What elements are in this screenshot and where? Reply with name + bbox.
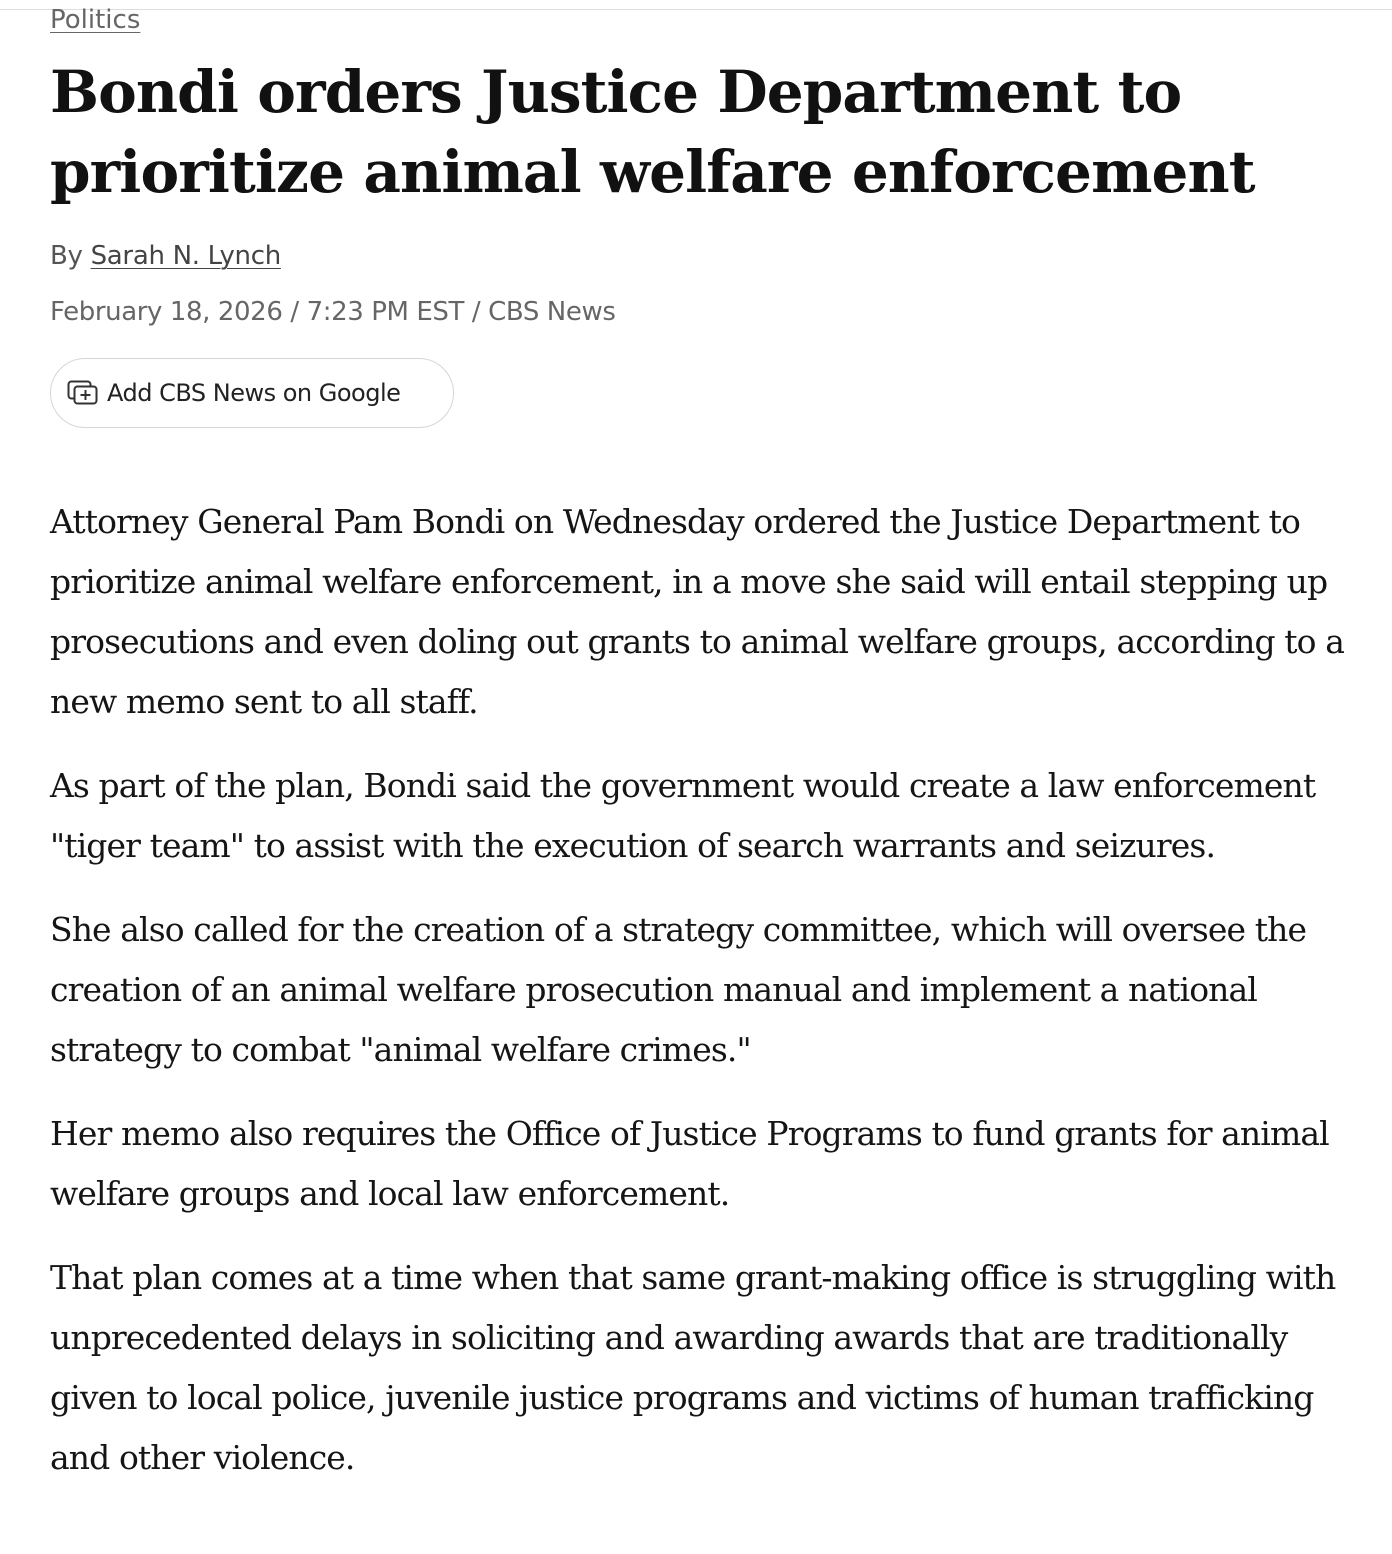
add-on-google-label: Add CBS News on Google	[107, 379, 401, 407]
body-paragraph: Her memo also requires the Office of Justice Programs to fund grants for animal welfare groups and local law enforcement.	[50, 1114, 1329, 1213]
top-divider	[0, 9, 1392, 10]
body-paragraph: That plan comes at a time when that same grant-making office is struggling with unprecedented delays in soliciting and awarding awards that are traditionally given to local police, juvenile justice programs and victims of human trafficking and other violence.	[50, 1258, 1336, 1477]
publish-time: 7:23 PM EST	[306, 297, 465, 327]
meta-separator: /	[464, 297, 489, 327]
body-paragraph: She also called for the creation of a strategy committee, which will oversee the creation of an animal welfare prosecution manual and implement a national strategy to combat "animal welfare crimes."	[50, 910, 1307, 1069]
meta-separator: /	[282, 297, 307, 327]
body-paragraph: As part of the plan, Bondi said the government would create a law enforcement "tiger team" to assist with the execution of search warrants and seizures.	[50, 766, 1316, 865]
add-on-google-button[interactable]	[50, 358, 454, 428]
article-body	[50, 492, 1350, 1512]
headline: Bondi orders Justice Department to prioritize animal welfare enforcement	[50, 58, 1255, 206]
category-link[interactable]: Politics	[50, 5, 141, 35]
byline-prefix: By	[50, 241, 83, 271]
source-name: CBS News	[488, 297, 616, 327]
article-meta	[50, 292, 615, 332]
author-link[interactable]: Sarah N. Lynch	[90, 241, 281, 271]
add-source-icon	[67, 380, 99, 406]
publish-date: February 18, 2026	[50, 297, 283, 327]
byline	[50, 236, 281, 276]
body-paragraph: Attorney General Pam Bondi on Wednesday ordered the Justice Department to prioritize animal welfare enforcement, in a move she said will entail stepping up prosecutions and even doling out grants to animal welfare groups, according to a new memo sent to all staff.	[50, 502, 1344, 721]
